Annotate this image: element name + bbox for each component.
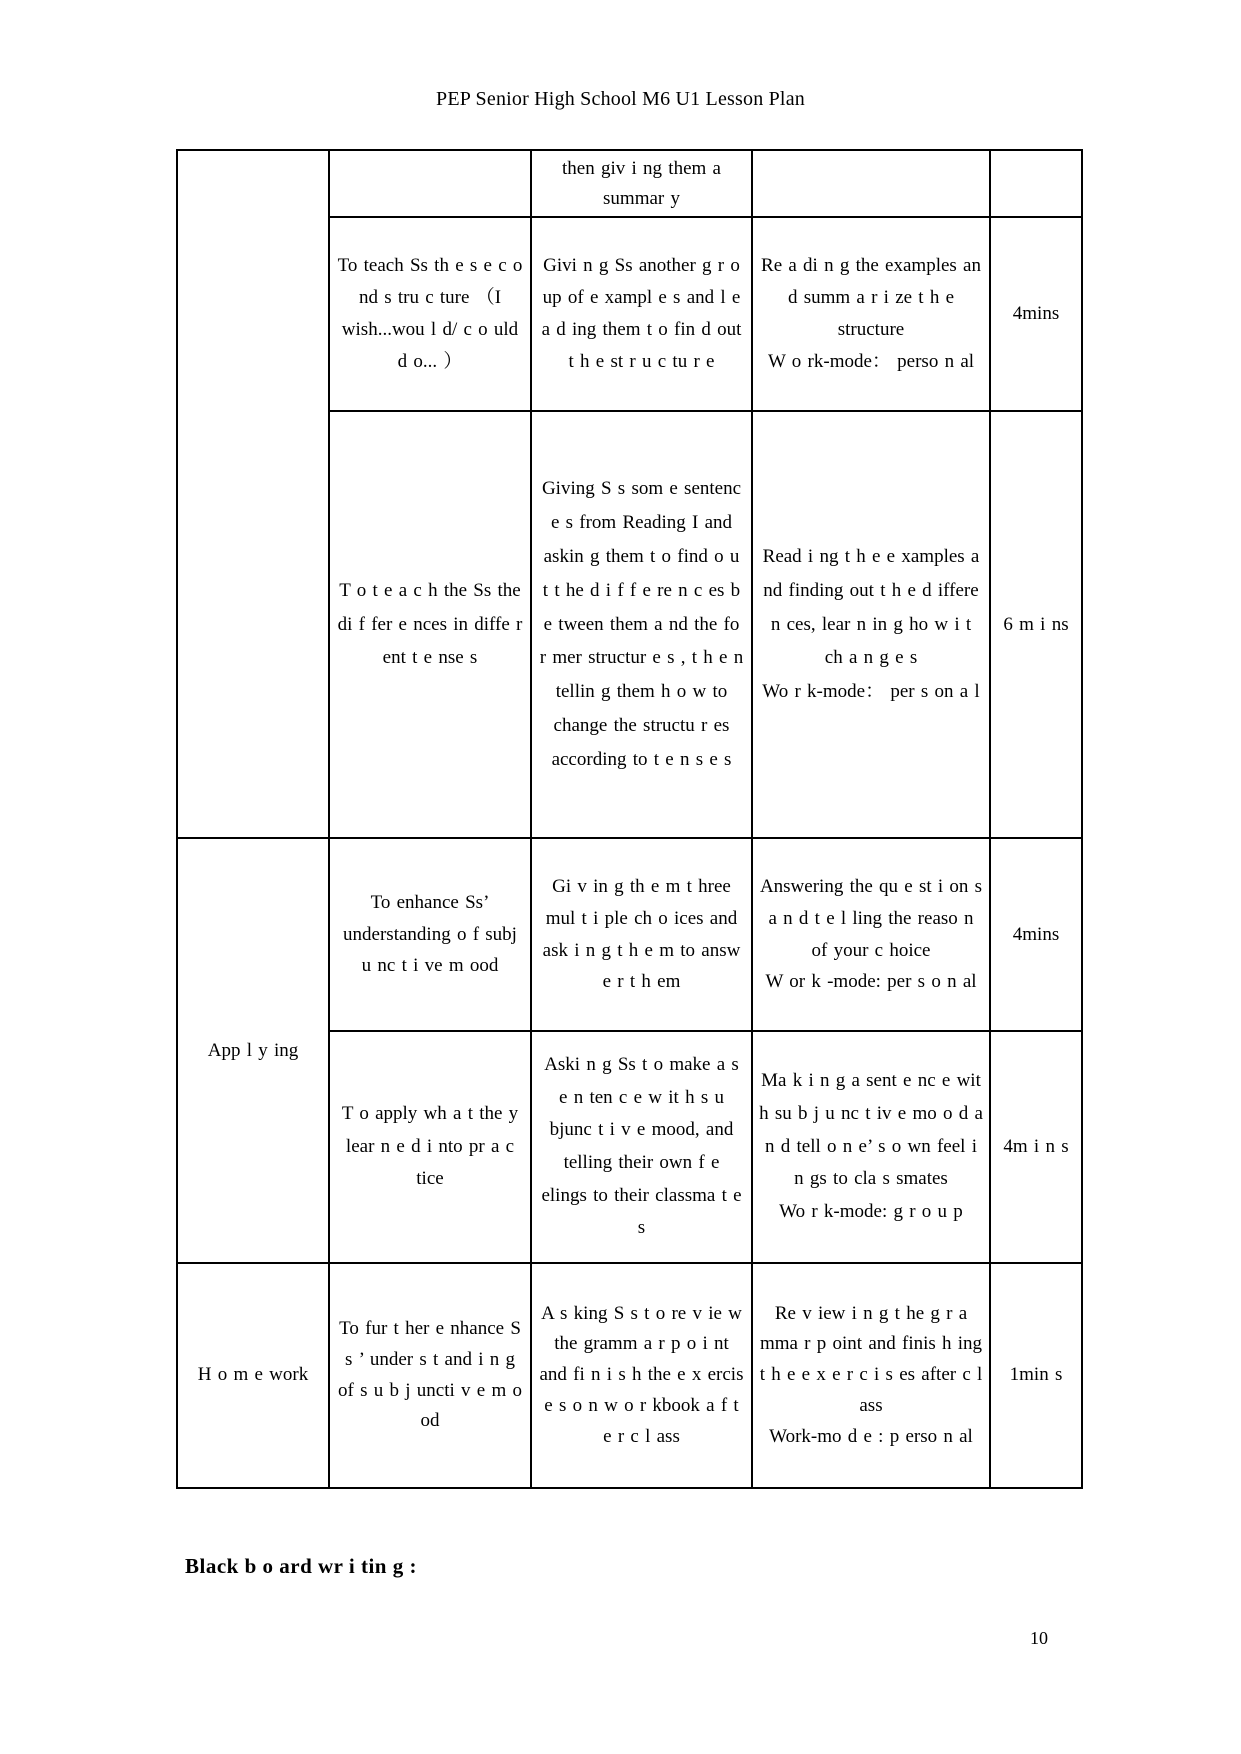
student-activity-text: Ma k i n g a sent e nc e wit h su b j u nc t iv e mo o d a n d tell o n e’ s o wn feel i n gs to cla s smates — [759, 1070, 983, 1190]
table-row — [177, 150, 1082, 217]
page-title: PEP Senior High School M6 U1 Lesson Plan — [436, 88, 805, 110]
purpose-cell-r1 — [329, 150, 531, 217]
student-activity-text: Read i ng t h e e xamples a nd finding out t h e d iffere n ces, lear n in g ho w i t ch a n g e s — [762, 545, 980, 669]
stage-cell-applying: App l y ing — [177, 838, 329, 1263]
teacher-activity-cell-r6: A s king S s t o re v ie w the gramm a r p o i nt and fi n i s h the e x ercis e s o n w o r kbook a f t e r c l ass — [531, 1263, 752, 1488]
student-activity-cell-r2 — [752, 217, 990, 411]
work-mode-text: W or k -mode: per s o n al — [765, 971, 977, 993]
time-cell-r1 — [990, 150, 1082, 217]
time-cell-r2: 4mins — [990, 217, 1082, 411]
table-row — [177, 838, 1082, 1031]
student-activity-text: Re a di n g the examples an d summ a r i ze t h e structure — [761, 255, 981, 340]
teacher-activity-cell-r2: Givi n g Ss another g r o up of e xampl e s and l e a d ing them t o fin d out t h e st r u c tu r e — [531, 217, 752, 411]
purpose-cell-r3: T o t e a c h the Ss the di f fer e nces in diffe r ent t e nse s — [329, 411, 531, 838]
student-activity-cell-r4 — [752, 838, 990, 1031]
time-cell-r4: 4mins — [990, 838, 1082, 1031]
work-mode-text: W o rk-mode： perso n al — [767, 350, 975, 372]
student-activity-cell-r1 — [752, 150, 990, 217]
student-activity-cell-r3 — [752, 411, 990, 838]
work-mode-text: Work-mo d e : p erso n al — [769, 1425, 973, 1447]
time-cell-r5: 4m i n s — [990, 1031, 1082, 1263]
student-activity-text: Answering the qu e st i on s a n d t e l ling the reaso n of your c hoice — [759, 875, 983, 961]
purpose-cell-r4: To enhance Ss’ understanding o f subj u nc t i ve m ood — [329, 838, 531, 1031]
table-row — [177, 1263, 1082, 1488]
time-cell-r3: 6 m i ns — [990, 411, 1082, 838]
teacher-activity-cell-r1: then giv i ng them a summar y — [531, 150, 752, 217]
stage-cell-homework: H o m e work — [177, 1263, 329, 1488]
teacher-activity-cell-r3: Giving S s som e sentenc e s from Reading I and askin g them t o find o u t t he d i f f e re n c es b e tween them a nd the fo r mer structur e s , t h e n tellin g them h o w to change the structu r es according to t e n s e s — [531, 411, 752, 838]
time-cell-r6: 1min s — [990, 1263, 1082, 1488]
teacher-activity-cell-r5: Aski n g Ss t o make a s e n ten c e w it h s u bjunc t i v e mood, and telling their own f e elings to their classma t e s — [531, 1031, 752, 1263]
work-mode-text: Wo r k-mode： per s on a l — [762, 681, 980, 703]
blackboard-writing-heading: Black b o ard wr i tin g : — [185, 1554, 417, 1578]
page-number: 10 — [1030, 1628, 1048, 1648]
purpose-cell-r6: To fur t her e nhance S s ’ under s t and i n g of s u b j uncti v e m o od — [329, 1263, 531, 1488]
student-activity-cell-r5 — [752, 1031, 990, 1263]
student-activity-cell-r6 — [752, 1263, 990, 1488]
work-mode-text: Wo r k-mode: g r o u p — [779, 1201, 963, 1222]
purpose-cell-r5: T o apply wh a t the y lear n e d i nto pr a c tice — [329, 1031, 531, 1263]
stage-cell-top — [177, 150, 329, 838]
teacher-activity-cell-r4: Gi v in g th e m t hree mul t i ple ch o ices and ask i n g t h e m to answ e r t h em — [531, 838, 752, 1031]
purpose-cell-r2: To teach Ss th e s e c o nd s tru c ture （I wish...wou l d/ c o uld d o... ） — [329, 217, 531, 411]
lesson-plan-table — [176, 149, 1083, 1489]
student-activity-text: Re v iew i n g t he g r a mma r p oint and finis h ing t h e e x e r c i s es after c l ass — [759, 1302, 983, 1416]
